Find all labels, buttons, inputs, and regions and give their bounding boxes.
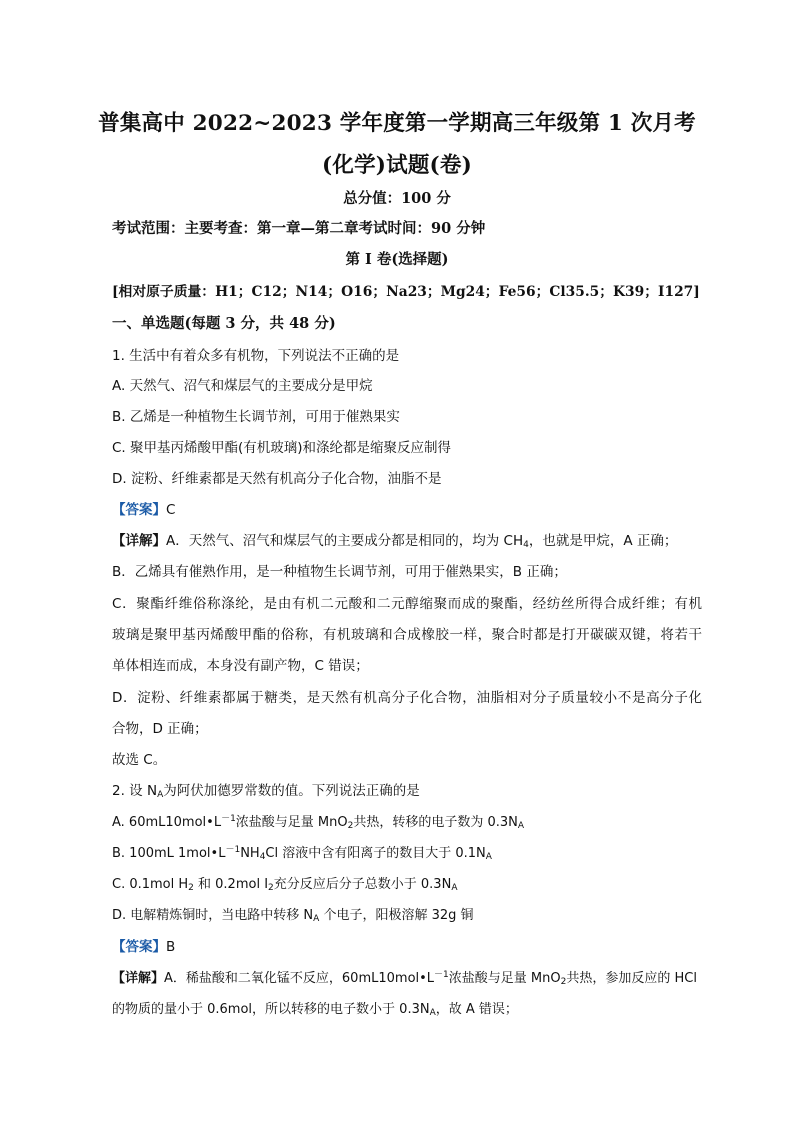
exam-title-line1: 普集高中 2022~2023 学年度第一学期高三年级第 1 次月考: [98, 111, 696, 136]
exam-scope: 考试范围：主要考查：第一章—第二章考试时间：90 分钟: [112, 220, 486, 237]
detail-tag: 【详解】: [112, 971, 165, 986]
q1-detail-c-line2: 玻璃是聚甲基丙烯酸甲酯的俗称，有机玻璃和合成橡胶一样，聚合时都是打开碳碳双键，将若干: [112, 627, 702, 643]
q2-option-d: D. 电解精炼铜时，当电路中转移 $N_A$ 个电子，阳极溶解 32g 铜: [112, 908, 474, 924]
q2-option-c: C. 0.1mol $H_2$ 和 0.2mol $I_2$充分反应后分子总数小于 $0.3N_A$: [112, 877, 458, 893]
exam-title-line2: (化学)试题(卷): [322, 153, 472, 178]
answer-value: C: [166, 502, 176, 518]
q1-option-d: D. 淀粉、纤维素都是天然有机高分子化合物，油脂不是: [112, 471, 442, 487]
q1-option-c: C. 聚甲基丙烯酸甲酯(有机玻璃)和涤纶都是缩聚反应制得: [112, 440, 452, 456]
q1-detail-a: 【详解】A．天然气、沼气和煤层气的主要成分都是相同的，均为 $CH_4$，也就是甲烷，A 正确；: [112, 533, 678, 550]
q1-option-a: A. 天然气、沼气和煤层气的主要成分是甲烷: [112, 378, 373, 394]
q2-answer: [112, 935, 702, 955]
q1-answer: [112, 498, 702, 518]
total-score: 总分值：100 分: [343, 190, 451, 207]
section-one-heading: 一、单选题(每题 3 分，共 48 分): [112, 315, 336, 332]
q1-detail-d-line1: D．淀粉、纤维素都属于糖类，是天然有机高分子化合物，油脂相对分子质量较小不是高分子化: [112, 690, 702, 706]
detail-tag: 【详解】: [112, 533, 166, 549]
q1-option-b: B. 乙烯是一种植物生长调节剂，可用于催熟果实: [112, 409, 400, 425]
atomic-mass-note: [相对原子质量：H1；C12；N14；O16；Na23；Mg24；Fe56；Cl35.5；K39；I127]: [112, 284, 700, 300]
q2-option-b: B. 100mL $1mol•L^{-1}NH_4Cl$ 溶液中含有阳离子的数目大于 $0.1N_A$: [112, 845, 492, 862]
answer-tag: 【答案】: [112, 502, 166, 518]
q1-detail-c-line3: 单体相连而成，本身没有副产物，C 错误；: [112, 658, 369, 674]
answer-value: B: [166, 939, 176, 955]
q1-detail-b: B．乙烯具有催熟作用，是一种植物生长调节剂，可用于催熟果实，B 正确；: [112, 564, 567, 580]
answer-tag: 【答案】: [112, 939, 166, 955]
q2-option-a: A. $60mL10mol•L^{-1}$浓盐酸与足量 MnO$_2$共热，转移的电子数为 $0.3N_A$: [112, 814, 525, 831]
section-title: 第 I 卷(选择题): [345, 251, 449, 268]
q2-detail-a-line2: 的物质的量小于 0.6mol，所以转移的电子数小于 $0.3N_A$，故 A 错误；: [112, 1002, 518, 1018]
q2-stem: 2. 设 $N_A$为阿伏加德罗常数的值。下列说法正确的是: [112, 783, 420, 800]
q1-conclusion: 故选 C。: [112, 752, 167, 768]
q1-stem: 1. 生活中有着众多有机物，下列说法不正确的是: [112, 348, 400, 364]
q2-detail-a-line1: 【详解】A．稀盐酸和二氧化锰不反应，$60mL10mol•L^{-1}$浓盐酸与足量 MnO$_2$共热，参加反应的 HCl: [112, 970, 697, 987]
q1-detail-c-line1: C．聚酯纤维俗称涤纶，是由有机二元酸和二元醇缩聚而成的聚酯，经纺丝所得合成纤维；有机: [112, 596, 702, 612]
q1-detail-d-line2: 合物，D 正确；: [112, 721, 208, 737]
